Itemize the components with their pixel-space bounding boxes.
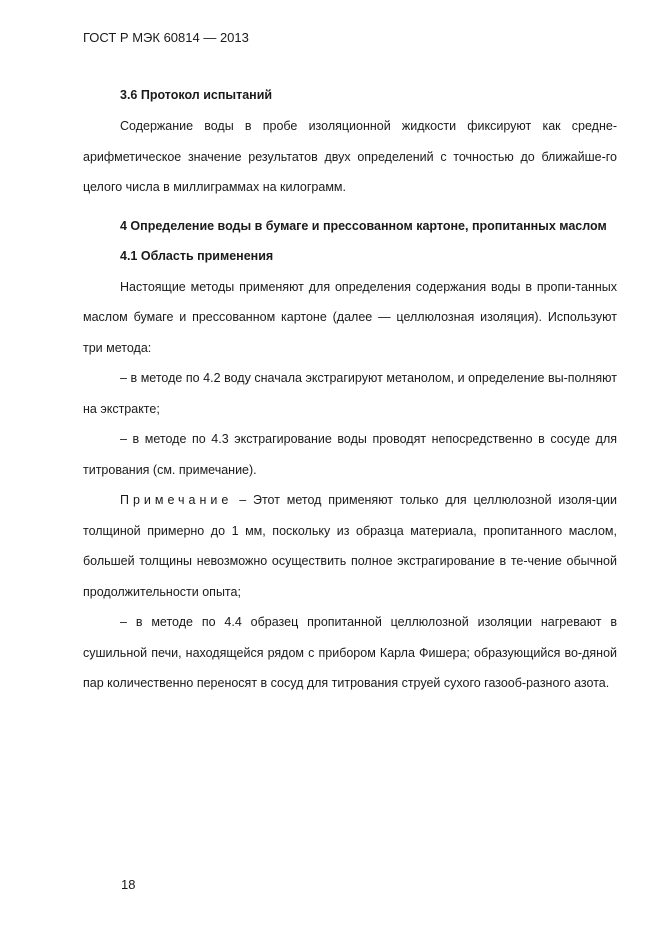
note-text: – Этот метод применяют только для целлюлозной изоля-ции толщиной примерно до 1 мм, поскольку из образца материала, пропитанного маслом, большей толщины невозможно осуществить полное экстрагирование в те-чение обычной продолжительности опыта; xyxy=(83,493,617,599)
section-4-1-title: 4.1 Область применения xyxy=(120,248,274,263)
document-header: ГОСТ Р МЭК 60814 — 2013 xyxy=(83,30,249,45)
section-4-1-paragraph-1: Настоящие методы применяют для определения содержания воды в пропи-танных маслом бумаге и прессованном картоне (далее — целлюлозная изоляция). Используют три метода: xyxy=(83,279,617,355)
page-body xyxy=(83,87,617,699)
section-3-6-title: 3.6 Протокол испытаний xyxy=(120,88,273,102)
section-3-6-paragraph: Содержание воды в пробе изоляционной жидкости фиксируют как средне-арифметическое значение результатов двух определений с точностью до ближайше-го целого числа в миллиграммах на килограмм. xyxy=(83,119,617,194)
section-4-title: 4 Определение воды в бумаге и прессованном картоне, пропитанных маслом xyxy=(120,218,607,233)
note-paragraph xyxy=(83,485,617,607)
page-number: 18 xyxy=(121,877,136,892)
method-4-4-item: – в методе по 4.4 образец пропитанной целлюлозной изоляции нагревают в сушильной печи, находящейся рядом с прибором Карла Фишера; образующийся во-дяной пар количественно переносят в сосуд для титрования струей сухого газооб-разного азота. xyxy=(83,615,617,690)
method-4-2-item: – в методе по 4.2 воду сначала экстрагируют метанолом, и определение вы-полняют на экстракте; xyxy=(83,371,617,416)
note-label: Примечание xyxy=(120,493,233,507)
method-4-3-item: – в методе по 4.3 экстрагирование воды проводят непосредственно в сосуде для титрования (см. примечание). xyxy=(83,432,617,477)
